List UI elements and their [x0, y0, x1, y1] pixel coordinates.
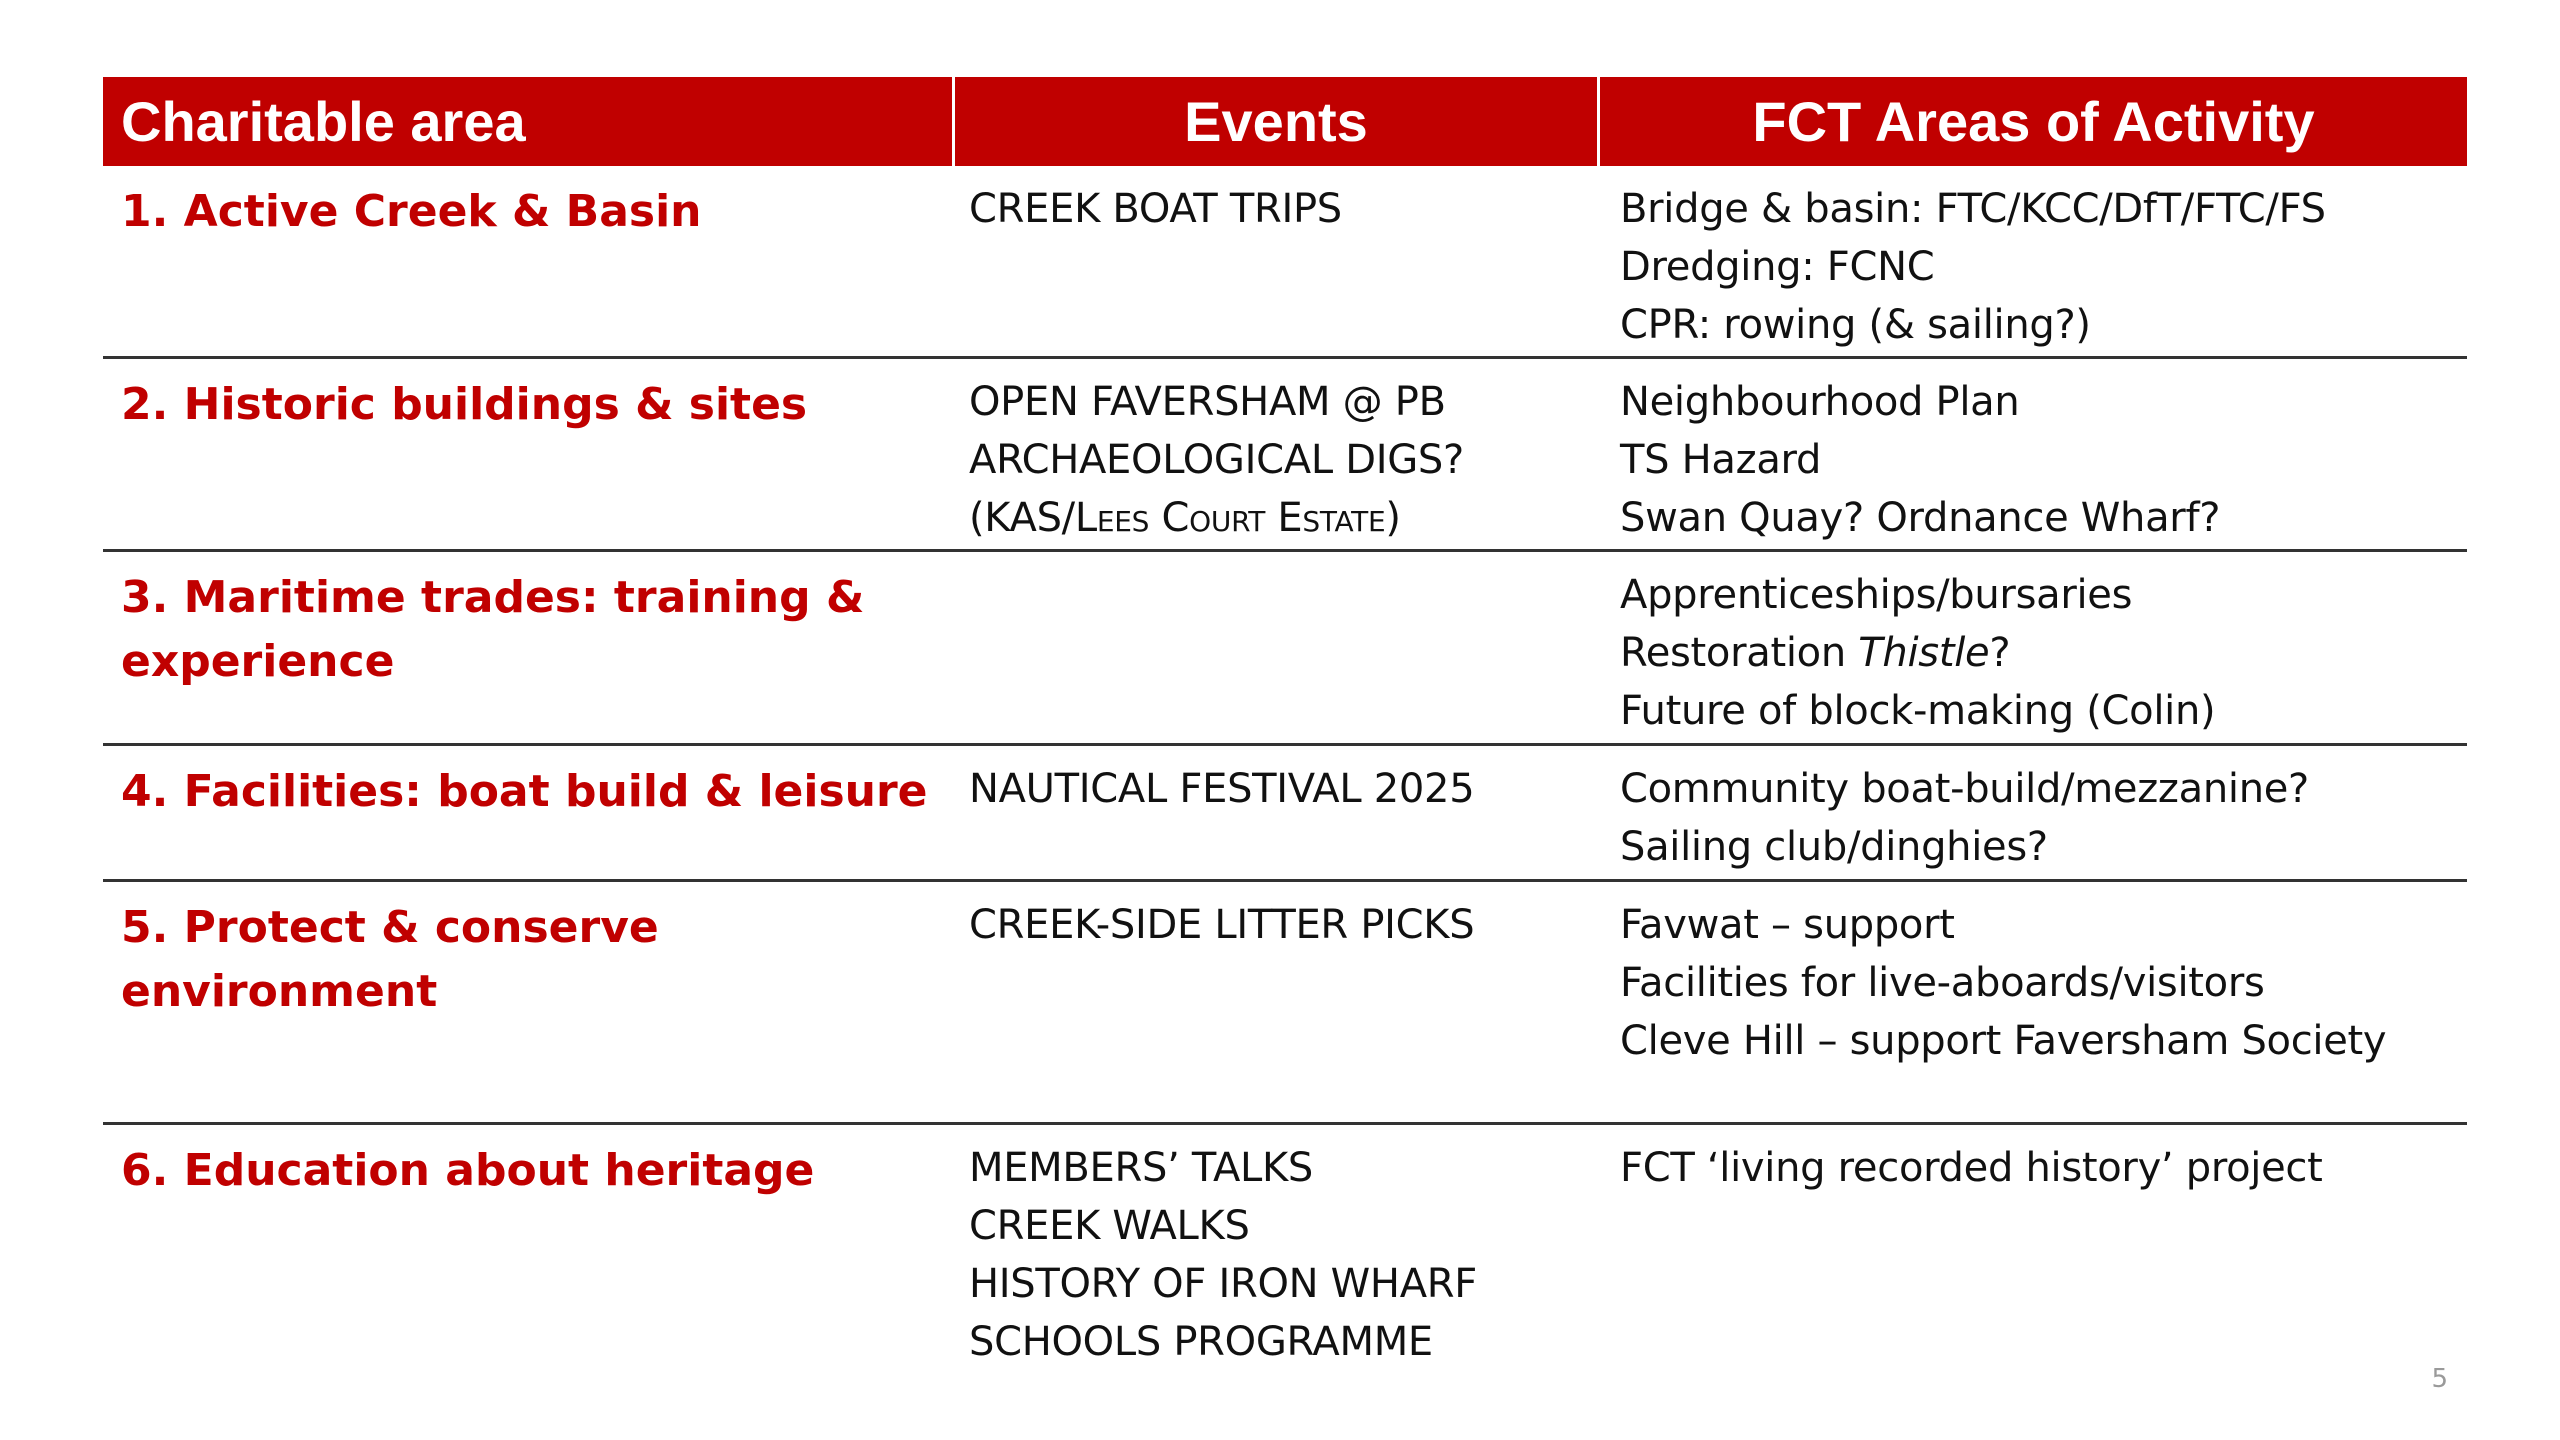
area-cell [103, 552, 955, 743]
activity-item: TS Hazard [1620, 437, 1822, 483]
area-label: 3. Maritime trades: training & experience [121, 572, 865, 687]
event-item: NAUTICAL FESTIVAL 2025 [969, 766, 1475, 812]
activities-cell [1600, 166, 2467, 356]
event-item: MEMBERS’ TALKS [969, 1145, 1314, 1191]
activity-item: Bridge & basin: FTC/KCC/DfT/FTC/FS [1620, 186, 2326, 232]
area-cell [103, 1125, 955, 1385]
activity-item: Future of block-making (Colin) [1620, 688, 2216, 734]
activity-item: Dredging: FCNC [1620, 244, 1935, 290]
page-number: 5 [2431, 1364, 2448, 1394]
header-charitable-area: Charitable area [103, 77, 955, 166]
events-cell [955, 359, 1600, 549]
activity-prefix: Restoration [1620, 630, 1859, 676]
activity-item: FCT ‘living recorded history’ project [1620, 1145, 2323, 1191]
activity-italic: Thistle [1858, 630, 1990, 676]
table-row [103, 746, 2467, 882]
header-fct-activity: FCT Areas of Activity [1752, 90, 2315, 153]
event-item: OPEN FAVERSHAM @ PB [969, 379, 1446, 425]
event-item: CREEK BOAT TRIPS [969, 186, 1342, 232]
table-row [103, 359, 2467, 552]
events-cell [955, 1125, 1600, 1385]
event-item: CREEK WALKS [969, 1203, 1250, 1249]
table-row [103, 552, 2467, 746]
area-label: 6. Education about heritage [121, 1145, 815, 1196]
activities-cell [1600, 552, 2467, 743]
area-label: 5. Protect & conserve environment [121, 902, 659, 1017]
activities-cell [1600, 359, 2467, 549]
activity-item: Cleve Hill – support Faversham Society [1620, 1018, 2387, 1064]
table-row [103, 1125, 2467, 1385]
area-label: 1. Active Creek & Basin [121, 186, 702, 237]
header-events: Events [955, 77, 1600, 166]
events-cell [955, 746, 1600, 879]
event-item: HISTORY OF IRON WHARF [969, 1261, 1477, 1307]
activities-cell [1600, 746, 2467, 879]
area-cell [103, 746, 955, 879]
area-cell [103, 166, 955, 356]
table-row [103, 166, 2467, 359]
events-cell [955, 882, 1600, 1122]
activity-item: Sailing club/dinghies? [1620, 824, 2048, 870]
area-cell [103, 359, 955, 549]
activity-item: Favwat – support [1620, 902, 1955, 948]
activity-item [1620, 624, 2467, 682]
activity-item: Community boat-build/mezzanine? [1620, 766, 2309, 812]
activities-cell [1600, 1125, 2467, 1385]
event-item: ARCHAEOLOGICAL DIGS? [969, 437, 1464, 483]
table-header-row [103, 77, 2467, 166]
area-cell [103, 882, 955, 1122]
activity-suffix: ? [1989, 630, 2011, 676]
event-item: CREEK-SIDE LITTER PICKS [969, 902, 1475, 948]
area-label: 4. Facilities: boat build & leisure [121, 766, 928, 817]
activity-item: Apprenticeships/bursaries [1620, 572, 2133, 618]
area-label: 2. Historic buildings & sites [121, 379, 808, 430]
activity-item: CPR: rowing (& sailing?) [1620, 302, 2091, 348]
activity-item: Neighbourhood Plan [1620, 379, 2020, 425]
events-cell [955, 166, 1600, 356]
activity-item: Facilities for live-aboards/visitors [1620, 960, 2265, 1006]
event-item: SCHOOLS PROGRAMME [969, 1319, 1433, 1365]
table-row [103, 882, 2467, 1125]
activity-item: Swan Quay? Ordnance Wharf? [1620, 495, 2221, 541]
event-item: (KAS/Lees Court Estate) [969, 495, 1401, 541]
activities-cell [1600, 882, 2467, 1122]
events-cell [955, 552, 1600, 743]
charitable-areas-table [103, 77, 2467, 1385]
